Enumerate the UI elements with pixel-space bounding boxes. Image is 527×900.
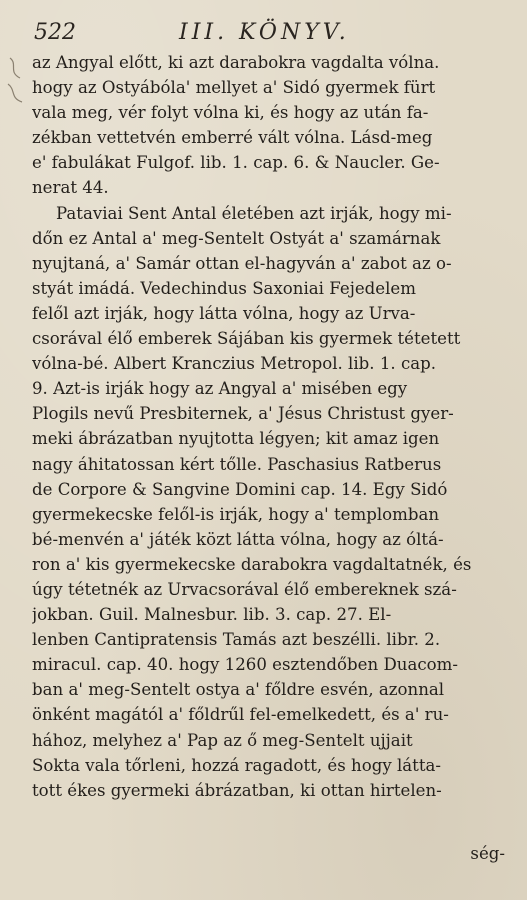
text-line: styát imádá. Vedechindus Saxoniai Fejedelem [32, 278, 416, 298]
text-line: 9. Azt-is irják hogy az Angyal a' misében egy [32, 379, 408, 399]
text-line: zékban vettetvén emberré vált vólna. Lásd-meg [32, 128, 433, 148]
running-head: III. KÖNYV. [179, 20, 350, 45]
page-header [34, 20, 504, 52]
text-line: felől azt irják, hogy látta vólna, hogy az Urva- [32, 303, 416, 323]
body-text [32, 50, 506, 803]
text-line: vala meg, vér folyt vólna ki, és hogy az után fa- [32, 103, 429, 123]
text-line: csorával élő emberek Sájában kis gyermek tétetett [32, 329, 461, 349]
text-line: dőn ez Antal a' meg-Sentelt Ostyát a' szamárnak [32, 228, 441, 248]
text-line: Pataviai Sent Antal életében azt irják, hogy mi- [56, 203, 452, 223]
text-line: jokban. Guil. Malnesbur. lib. 3. cap. 27. El- [32, 605, 392, 625]
text-line: meki ábrázatban nyujtotta légyen; kit amaz igen [32, 429, 440, 449]
text-line: lenben Cantipratensis Tamás azt beszélli. libr. 2. [32, 630, 441, 650]
text-line: vólna-bé. Albert Kranczius Metropol. lib. 1. cap. [32, 354, 437, 374]
text-line: gyermekecske felől-is irják, hogy a' templomban [32, 504, 440, 524]
text-line: nyujtaná, a' Samár ottan el-hagyván a' zabot az o- [32, 253, 452, 273]
text-line: e' fabulákat Fulgof. lib. 1. cap. 6. & Naucler. Ge- [32, 153, 440, 173]
text-line: önként magától a' főldrűl fel-emelkedett, és a' ru- [32, 705, 449, 725]
catchword: ség- [470, 844, 505, 863]
text-line: miracul. cap. 40. hogy 1260 esztendőben Duacom- [32, 655, 458, 675]
text-line: hogy az Ostyábóla' mellyet a' Sidó gyermek fürt [32, 78, 436, 98]
text-line: az Angyal előtt, ki azt darabokra vagdalta vólna. [32, 53, 440, 72]
text-line: ron a' kis gyermekecske darabokra vagdaltatnék, és [32, 554, 472, 574]
text-line: de Corpore & Sangvine Domini cap. 14. Egy Sidó [32, 479, 448, 499]
text-line: hához, melyhez a' Pap az ő meg-Sentelt ujjait [32, 730, 413, 750]
text-line: ban a' meg-Sentelt ostya a' főldre esvén, azonnal [32, 680, 445, 700]
text-line: Plogils nevű Presbiternek, a' Jésus Christust gyer- [32, 404, 454, 424]
text-line: nagy áhitatossan kért tőlle. Paschasius Ratberus [32, 454, 442, 474]
text-line: úgy tétetnék az Urvacsorával élő embereknek szá- [32, 579, 457, 599]
page-number: 522 [34, 20, 76, 45]
handwritten-margin-mark [4, 54, 34, 124]
text-line: tott ékes gyermeki ábrázatban, ki ottan hirtelen- [32, 780, 442, 800]
text-line: Sokta vala tőrleni, hozzá ragadott, és hogy látta- [32, 755, 442, 775]
text-line: nerat 44. [32, 178, 109, 198]
text-line: bé-menvén a' játék közt látta vólna, hogy az óltá- [32, 529, 444, 549]
